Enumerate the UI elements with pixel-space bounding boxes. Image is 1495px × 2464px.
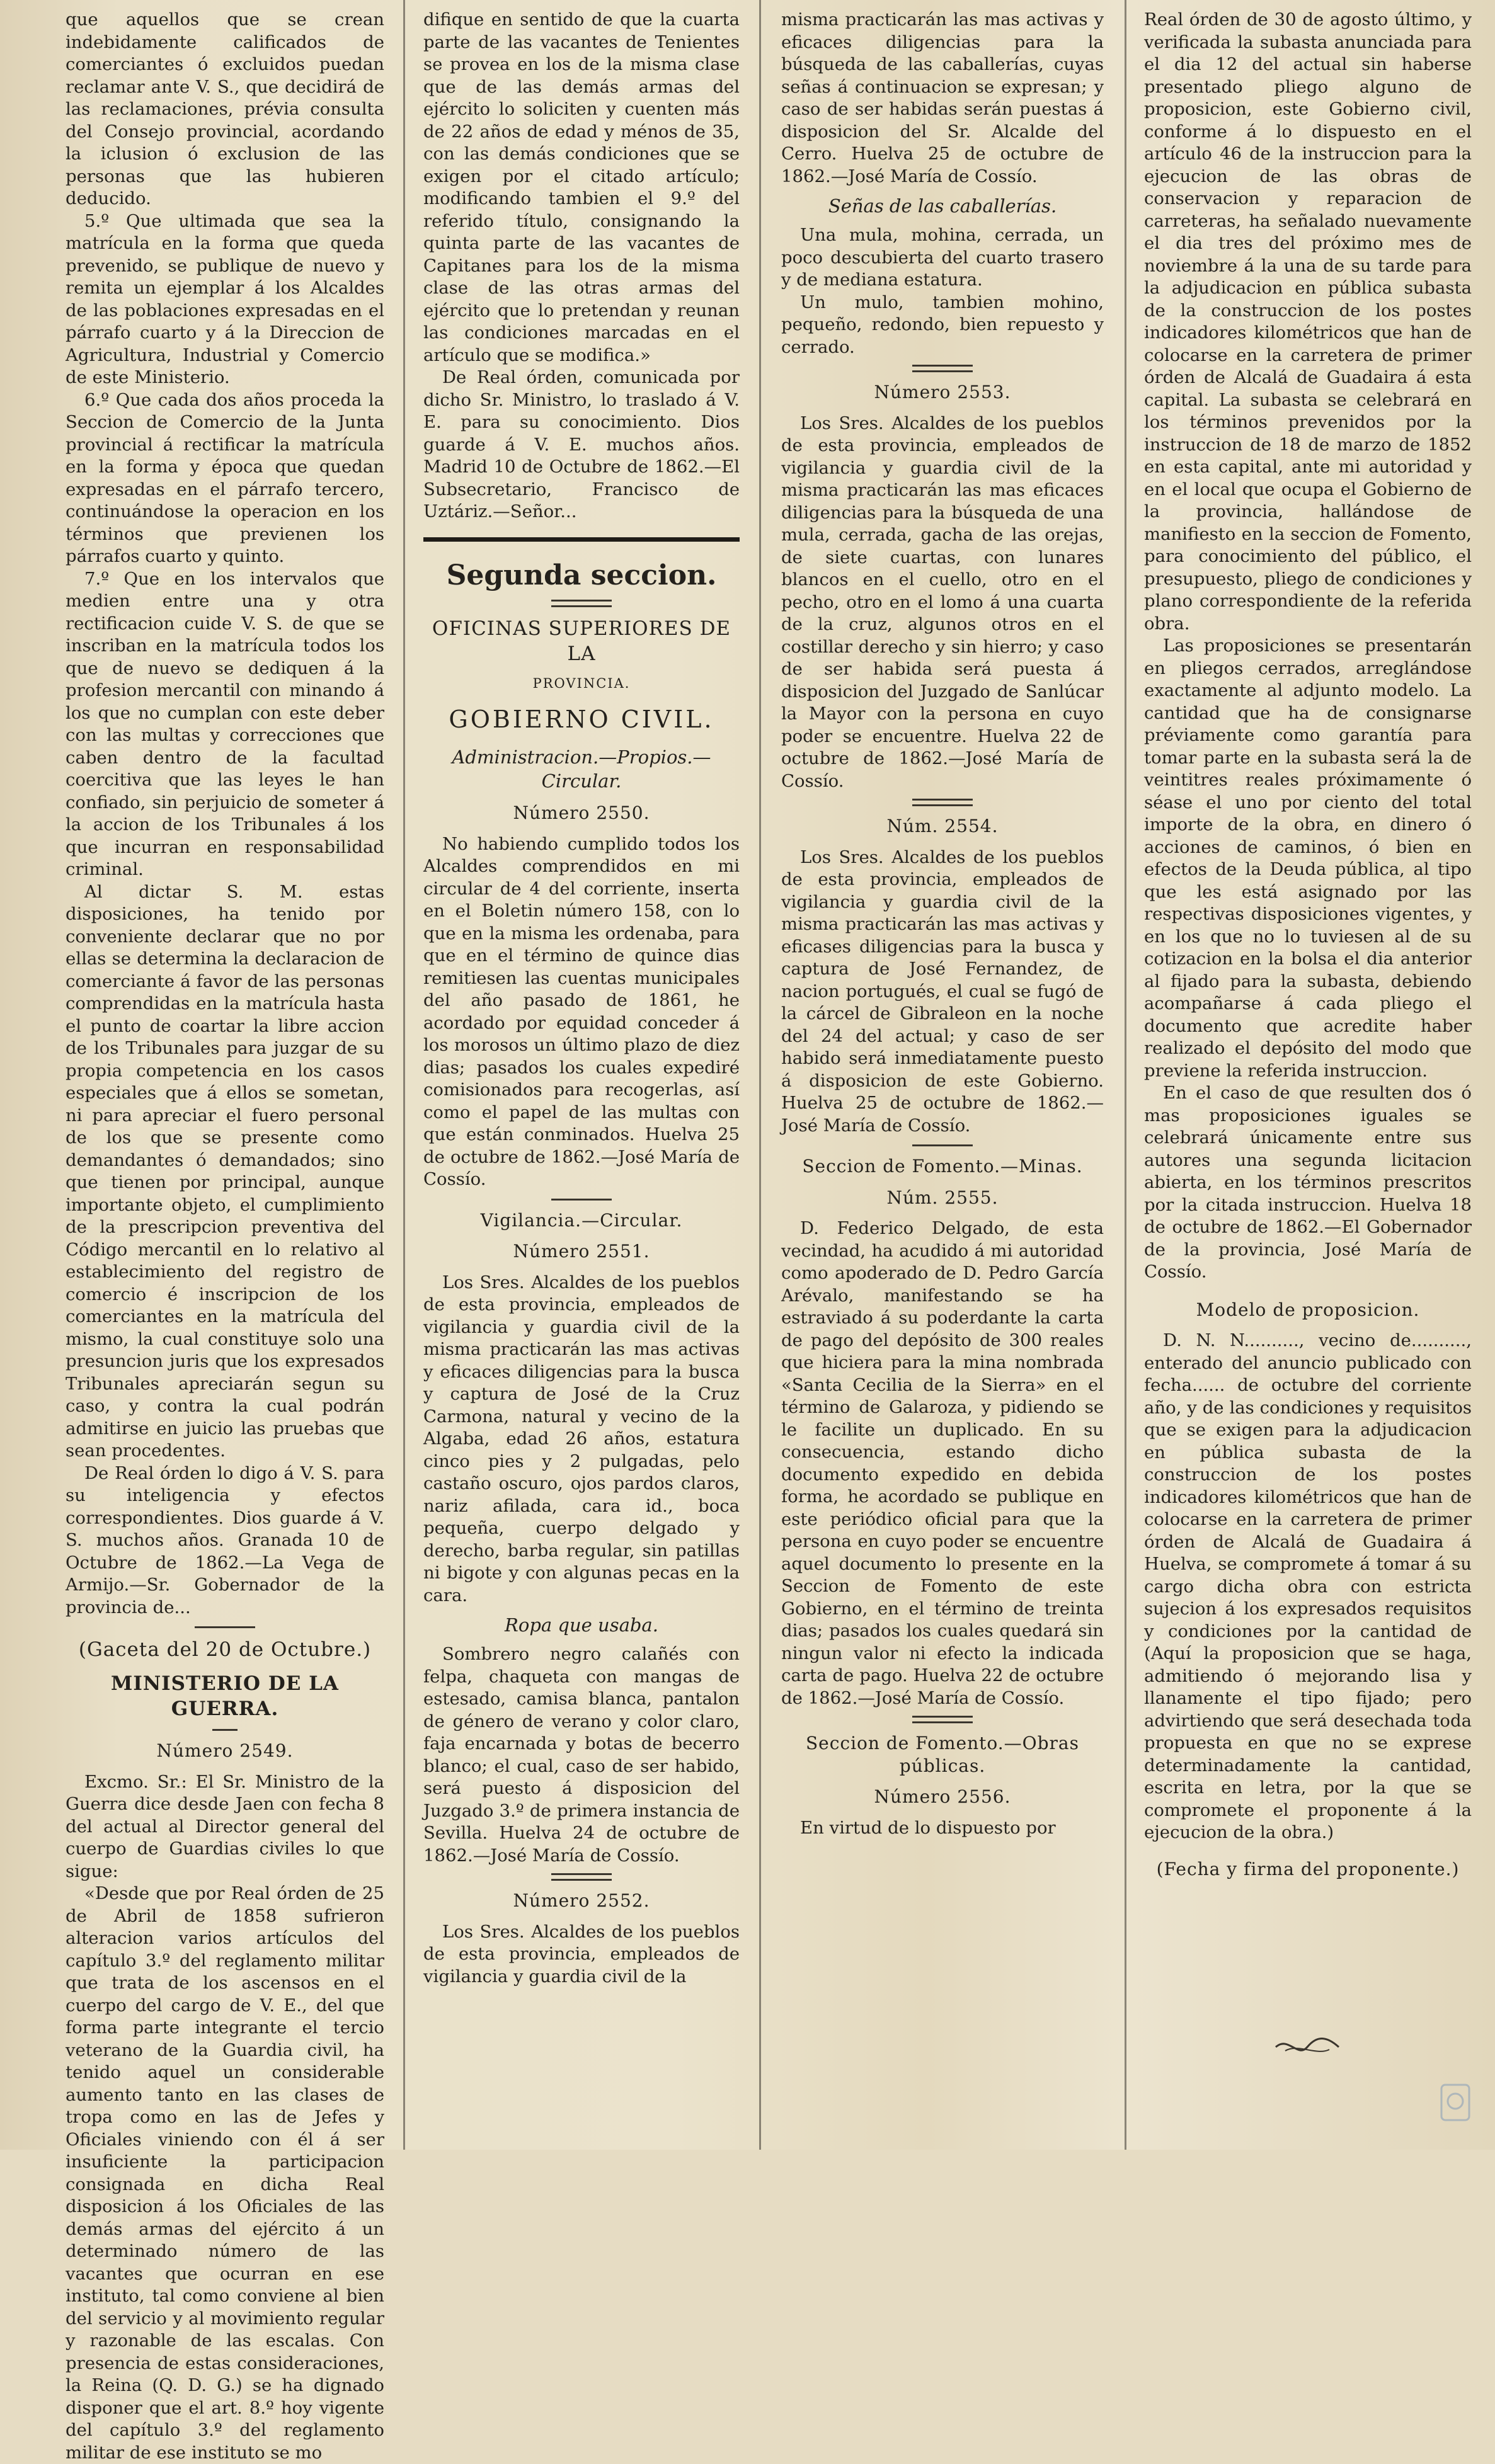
- paragraph: Real órden de 30 de agosto último, y verificada la subasta anunciada para el dia 12 del actual sin haberse presentado pliego alguno de proposicion, este Gobierno civil, conforme á lo dispuesto en el artículo 46 de la instruccion para la ejecucion de las obras de conservacion y reparacion de carreteras, ha señalado nuevamente el dia tres del próximo mes de noviembre á la una de su tarde para la adjudicacion en pública subasta de la construccion de los postes indicadores kilométricos que han de colocarse en la carretera de primer órden de Alcalá de Guadaira á esta capital. La subasta se celebrará en los términos prevenidos por la instruccion de 18 de marzo de 1852 en esta capital, ante mi autoridad y en el local que ocupa el Gobierno de la provincia, hallándose de manifiesto en la seccion de Fomento, para conocimiento del público, el presupuesto, pliego de condiciones y plano correspondiente de la referida obra.: [1144, 9, 1472, 634]
- flourish-ornament-icon: [1273, 2034, 1342, 2060]
- separator: [212, 1729, 238, 1731]
- signature-note: (Fecha y firma del proponente.): [1156, 1858, 1460, 1879]
- paragraph: Los Sres. Alcaldes de los pueblos de esta provincia, empleados de vigilancia y guardia civil de la misma practicarán las mas activas y eficaces diligencias para la busca y captura de José de la Cruz Carmona, natural y vecino de la Algaba, edad 26 años, estatura cinco pies y 2 pulgadas, pelo castaño oscuro, ojos pardos claros, nariz afilada, cara id., boca pequeña, cuerpo delgado y derecho, barba regular, sin patillas ni bigote y con algunas pecas en la cara.: [423, 1272, 740, 1606]
- subheading: Modelo de proposicion.: [1196, 1299, 1420, 1320]
- separator: [912, 799, 973, 806]
- paragraph: Al dictar S. M. estas disposiciones, ha tenido por conveniente declarar que no por ellas se determina la declaracion de comerciante á favor de las personas comprendidas en la matrícula hasta el punto de coartar la libre accion de los Tribunales para juzgar de su propia competencia en los casos especiales que á ellos se sometan, ni para apreciar el fuero personal de los que se presente como demandantes ó demandados; sino que tienen por principal, aunque importante objeto, el cumplimiento de la prescripcion preventiva del Código mercantil en lo relativo al establecimiento del registro de comercio é inscripcion de los comerciantes en la matrícula del mismo, la cual constituye solo una presuncion juris que los expresados Tribunales apreciarán segun su caso, y contra la cual podrán admitirse en juicio las pruebas que sean procedentes.: [66, 881, 384, 1461]
- offices-subheading: PROVINCIA.: [532, 675, 631, 691]
- column-rule: [1125, 0, 1126, 2150]
- paragraph: Los Sres. Alcaldes de los pueblos de esta provincia, empleados de vigilancia y guardia civil de la: [423, 1921, 740, 1987]
- separator: [912, 1716, 973, 1723]
- notice-number: Número 2549.: [156, 1740, 294, 1761]
- subheading: Ropa que usaba.: [505, 1614, 658, 1636]
- paragraph: difique en sentido de que la cuarta parte de las vacantes de Tenientes se provea en los de la misma clase que de las demás armas del ejército lo soliciten y cuenten más de 22 años de edad y ménos de 35, con las demás condiciones que se exigen por el citado artículo; modificando tambien el 9.º del referido título, consignando la quinta parte de las vacantes de Capitanes para los de la misma clase de las otras armas del ejército que lo pretendan y reunan las condiciones marcadas en el artículo que se modifica.»: [423, 9, 740, 365]
- separator: [551, 1199, 612, 1201]
- paragraph: Un mulo, tambien mohino, pequeño, redondo, bien repuesto y cerrado.: [781, 292, 1104, 357]
- source-note: (Gaceta del 20 de Octubre.): [78, 1638, 372, 1661]
- paragraph: D. N. N.........., vecino de.........., enterado del anuncio publicado con fecha...... de octubre del corriente año, y de las condiciones y requisitos que se exigen para la adjudicacion en pública subasta de la construccion de los postes indicadores kilométricos que han de colocarse en la carretera de primer órden de Alcalá de Guadaira á Huelva, se compromete á tomar á su cargo dicha obra con estricta sujecion á los expresados requisitos y condiciones por la cantidad de (Aquí la proposicion que se haga, admitiendo ó mejorando lisa y llanamente el tipo fijado; pero advirtiendo que será desechada toda propuesta en que no se exprese determinadamente la cantidad, escrita en letra, por la que se compromete el proponente á la ejecucion de la obra.): [1144, 1330, 1472, 1842]
- paragraph: 5.º Que ultimada que sea la matrícula en la forma que queda prevenido, se publique de nuevo y remita un ejemplar á los Alcaldes de las poblaciones expresadas en el párrafo cuarto y á la Direccion de Agricultura, Industrial y Comercio de este Ministerio.: [66, 210, 384, 387]
- paragraph: No habiendo cumplido todos los Alcaldes comprendidos en mi circular de 4 del corriente, inserta en el Boletin número 158, con lo que en la misma les ordenaba, para que en el término de quince dias remitiesen las cuentas municipales del año pasado de 1861, he acordado por equidad conceder á los morosos un último plazo de diez dias; pasados los cuales expediré comisionados para recogerlas, así como el papel de las multas con que están conminados. Huelva 25 de octubre de 1862.—José María de Cossío.: [423, 833, 740, 1189]
- notice-category: Vigilancia.—Circular.: [480, 1209, 683, 1231]
- paragraph: De Real órden, comunicada por dicho Sr. Ministro, lo traslado á V. E. para su conocimiento. Dios guarde á V. E. muchos años. Madrid 10 de Octubre de 1862.—El Subsecretario, Francisco de Uztáriz.—Señor...: [423, 367, 740, 522]
- paragraph: D. Federico Delgado, de esta vecindad, ha acudido á mi autoridad como apoderado de D. Pedro García Arévalo, manifestando se ha estraviado á su poderdante la carta de pago del depósito de 300 reales que hiciera para la mina nombrada «Santa Cecilia de la Sierra» en el término de Galaroza, y pidiendo se le facilite un duplicado. En su consecuencia, estando dicho documento expedido en debida forma, he acordado se publique en este periódico oficial para que la persona en cuyo poder se encuentre aquel documento lo presente en la Seccion de Fomento de este Gobierno, en el término de treinta dias; pasados los cuales quedará sin ningun valor ni efecto la indicada carta de pago. Huelva 22 de octubre de 1862.—José María de Cossío.: [781, 1218, 1104, 1708]
- notice-category: Administracion.—Propios.—Circular.: [452, 746, 711, 792]
- paragraph: 6.º Que cada dos años proceda la Seccion de Comercio de la Junta provincial á rectificar la matrícula en la forma y época que quedan expresadas en el párrafo tercero, continuándose la operacion en los términos que previenen los párrafos cuarto y quinto.: [66, 389, 384, 566]
- subheading: Señas de las caballerías.: [828, 195, 1057, 217]
- column-3: [781, 9, 1104, 2106]
- library-seal-icon: [1436, 2079, 1474, 2129]
- paragraph: misma practicarán las mas activas y eficaces diligencias para la búsqueda de las caballerías, cuyas señas á continuacion se expresan; y caso de ser habidas serán puestas á disposicion del Sr. Alcalde del Cerro. Huelva 25 de octubre de 1862.—José María de Cossío.: [781, 9, 1104, 186]
- paragraph: En virtud de lo dispuesto por: [800, 1817, 1056, 1838]
- column-rule: [403, 0, 405, 2150]
- separator: [551, 1873, 612, 1881]
- separator: [195, 1626, 255, 1628]
- paragraph: que aquellos que se crean indebidamente calificados de comerciantes ó excluidos puedan reclamar ante V. S., que decidirá de las reclamaciones, prévia consulta del Consejo provincial, acordando la iclusion ó exclusion de las personas que las hubieren deducido.: [66, 9, 384, 208]
- ministry-heading: MINISTERIO DE LA GUERRA.: [111, 1672, 339, 1720]
- notice-number: Número 2553.: [874, 382, 1011, 402]
- paragraph: De Real órden lo digo á V. S. para su inteligencia y efectos correspondientes. Dios guarde á V. S. muchos años. Granada 10 de Octubre de 1862.—La Vega de Armijo.—Sr. Gobernador de la provincia de...: [66, 1463, 384, 1617]
- paragraph: Los Sres. Alcaldes de los pueblos de esta provincia, empleados de vigilancia y guardia civil de la misma practicarán las mas eficaces diligencias para la búsqueda de una mula, cerrada, gacha de las orejas, de siete cuartas, con lunares blancos en el cuello, otro en el pecho, otro en el lomo á una cuarta de la cruz, algunos otros en el costillar derecho y sin hierro; y caso de ser habida será puesta á disposicion del Juzgado de Sanlúcar la Mayor con la persona en cuyo poder se encuentre. Huelva 22 de octubre de 1862.—José María de Cossío.: [781, 413, 1104, 791]
- offices-heading: OFICINAS SUPERIORES DE LA: [432, 617, 731, 665]
- column-2: [423, 9, 740, 2106]
- paragraph: Sombrero negro calañés con felpa, chaqueta con mangas de estesado, camisa blanca, pantalon de género de verano y color claro, faja encarnada y botas de becerro blanco; el cual, caso de ser habido, será puesto á disposicion del Juzgado 3.º de primera instancia de Sevilla. Huelva 24 de octubre de 1862.—José María de Cossío.: [423, 1644, 740, 1866]
- notice-category: Seccion de Fomento.—Minas.: [802, 1156, 1083, 1177]
- column-4: [1144, 9, 1472, 2106]
- notice-number: Núm. 2554.: [886, 816, 999, 836]
- column-1: [66, 9, 384, 2463]
- section-rule: [423, 537, 740, 542]
- separator: [912, 1144, 973, 1146]
- paragraph: Excmo. Sr.: El Sr. Ministro de la Guerra dice desde Jaen con fecha 8 del actual al Director general del cuerpo de Guardias civiles lo que sigue:: [66, 1771, 384, 1881]
- paragraph: Una mula, mohina, cerrada, un poco descubierta del cuarto trasero y de mediana estatura.: [781, 225, 1104, 290]
- notice-number: Número 2556.: [874, 1786, 1011, 1807]
- paragraph: Los Sres. Alcaldes de los pueblos de esta provincia, empleados de vigilancia y guardia civil de la misma practicarán las mas activas y eficases diligencias para la busca y captura de José Fernandez, de nacion portugués, el cual se fugó de la cárcel de Gibraleon en la noche del 24 del actual; y caso de ser habido será inmediatamente puesto á disposicion de este Gobierno. Huelva 25 de octubre de 1862.—José María de Cossío.: [781, 847, 1104, 1136]
- paragraph: En el caso de que resulten dos ó mas proposiciones iguales se celebrará únicamente entre sus autores una segunda licitacion abierta, en los términos prescritos por la citada instruccion. Huelva 18 de octubre de 1862.—El Gobernador de la provincia, José María de Cossío.: [1144, 1083, 1472, 1282]
- separator: [551, 600, 612, 607]
- column-rule: [759, 0, 761, 2150]
- section-heading: Segunda seccion.: [446, 559, 717, 591]
- government-heading: GOBIERNO CIVIL.: [449, 705, 714, 733]
- notice-category: Seccion de Fomento.—Obras públicas.: [805, 1733, 1079, 1776]
- paragraph: Las proposiciones se presentarán en pliegos cerrados, arreglándose exactamente al adjunto modelo. La cantidad que ha de consignarse préviamente como garantía para tomar parte en la subasta será la de veintitres reales próximamente ó séase el uno por ciento del total importe de la obra, en dinero ó acciones de caminos, ó bien en efectos de la Deuda pública, al tipo que les está asignado por las respectivas disposiciones vigentes, y en los que no lo tuviesen al de su cotizacion en la bolsa el dia anterior al fijado para la subasta, debiendo acompañarse á cada pliego el documento que acredite haber realizado el depósito del modo que previene la referida instruccion.: [1144, 636, 1472, 1081]
- separator: [912, 365, 973, 372]
- notice-number: Número 2550.: [513, 802, 650, 823]
- paragraph: 7.º Que en los intervalos que medien entre una y otra rectificacion cuide V. S. de que se inscriban en la matrícula todos los que de nuevo se dediquen á la profesion mercantil con minando á los que no cumplan con este deber con las multas y correcciones que caben dentro de la facultad coercitiva que las leyes le han confiado, sin perjuicio de someter á la accion de los Tribunales á los que incurran en responsabilidad criminal.: [66, 568, 384, 879]
- paragraph: «Desde que por Real órden de 25 de Abril de 1858 sufrieron alteracion varios artículos del capítulo 3.º del reglamento militar que trata de los ascensos en el cuerpo del cargo de V. E., del que forma parte integrante el tercio veterano de la Guardia civil, ha tenido aquel un considerable aumento tanto en las clases de tropa como en las de Jefes y Oficiales viniendo con él á ser insuficiente la participacion consignada en dicha Real disposicion á los Oficiales de las demás armas del ejército á un determinado número de las vacantes que ocurran en ese instituto, tal como conviene al bien del servicio y al movimiento regular y razonable de las escalas. Con presencia de estas consideraciones, la Reina (Q. D. G.) se ha dignado disponer que el art. 8.º hoy vigente del capítulo 3.º del reglamento militar de ese instituto se mo: [66, 1883, 384, 2463]
- notice-number: Núm. 2555.: [886, 1187, 999, 1208]
- notice-number: Número 2552.: [513, 1890, 650, 1911]
- notice-number: Número 2551.: [513, 1241, 650, 1262]
